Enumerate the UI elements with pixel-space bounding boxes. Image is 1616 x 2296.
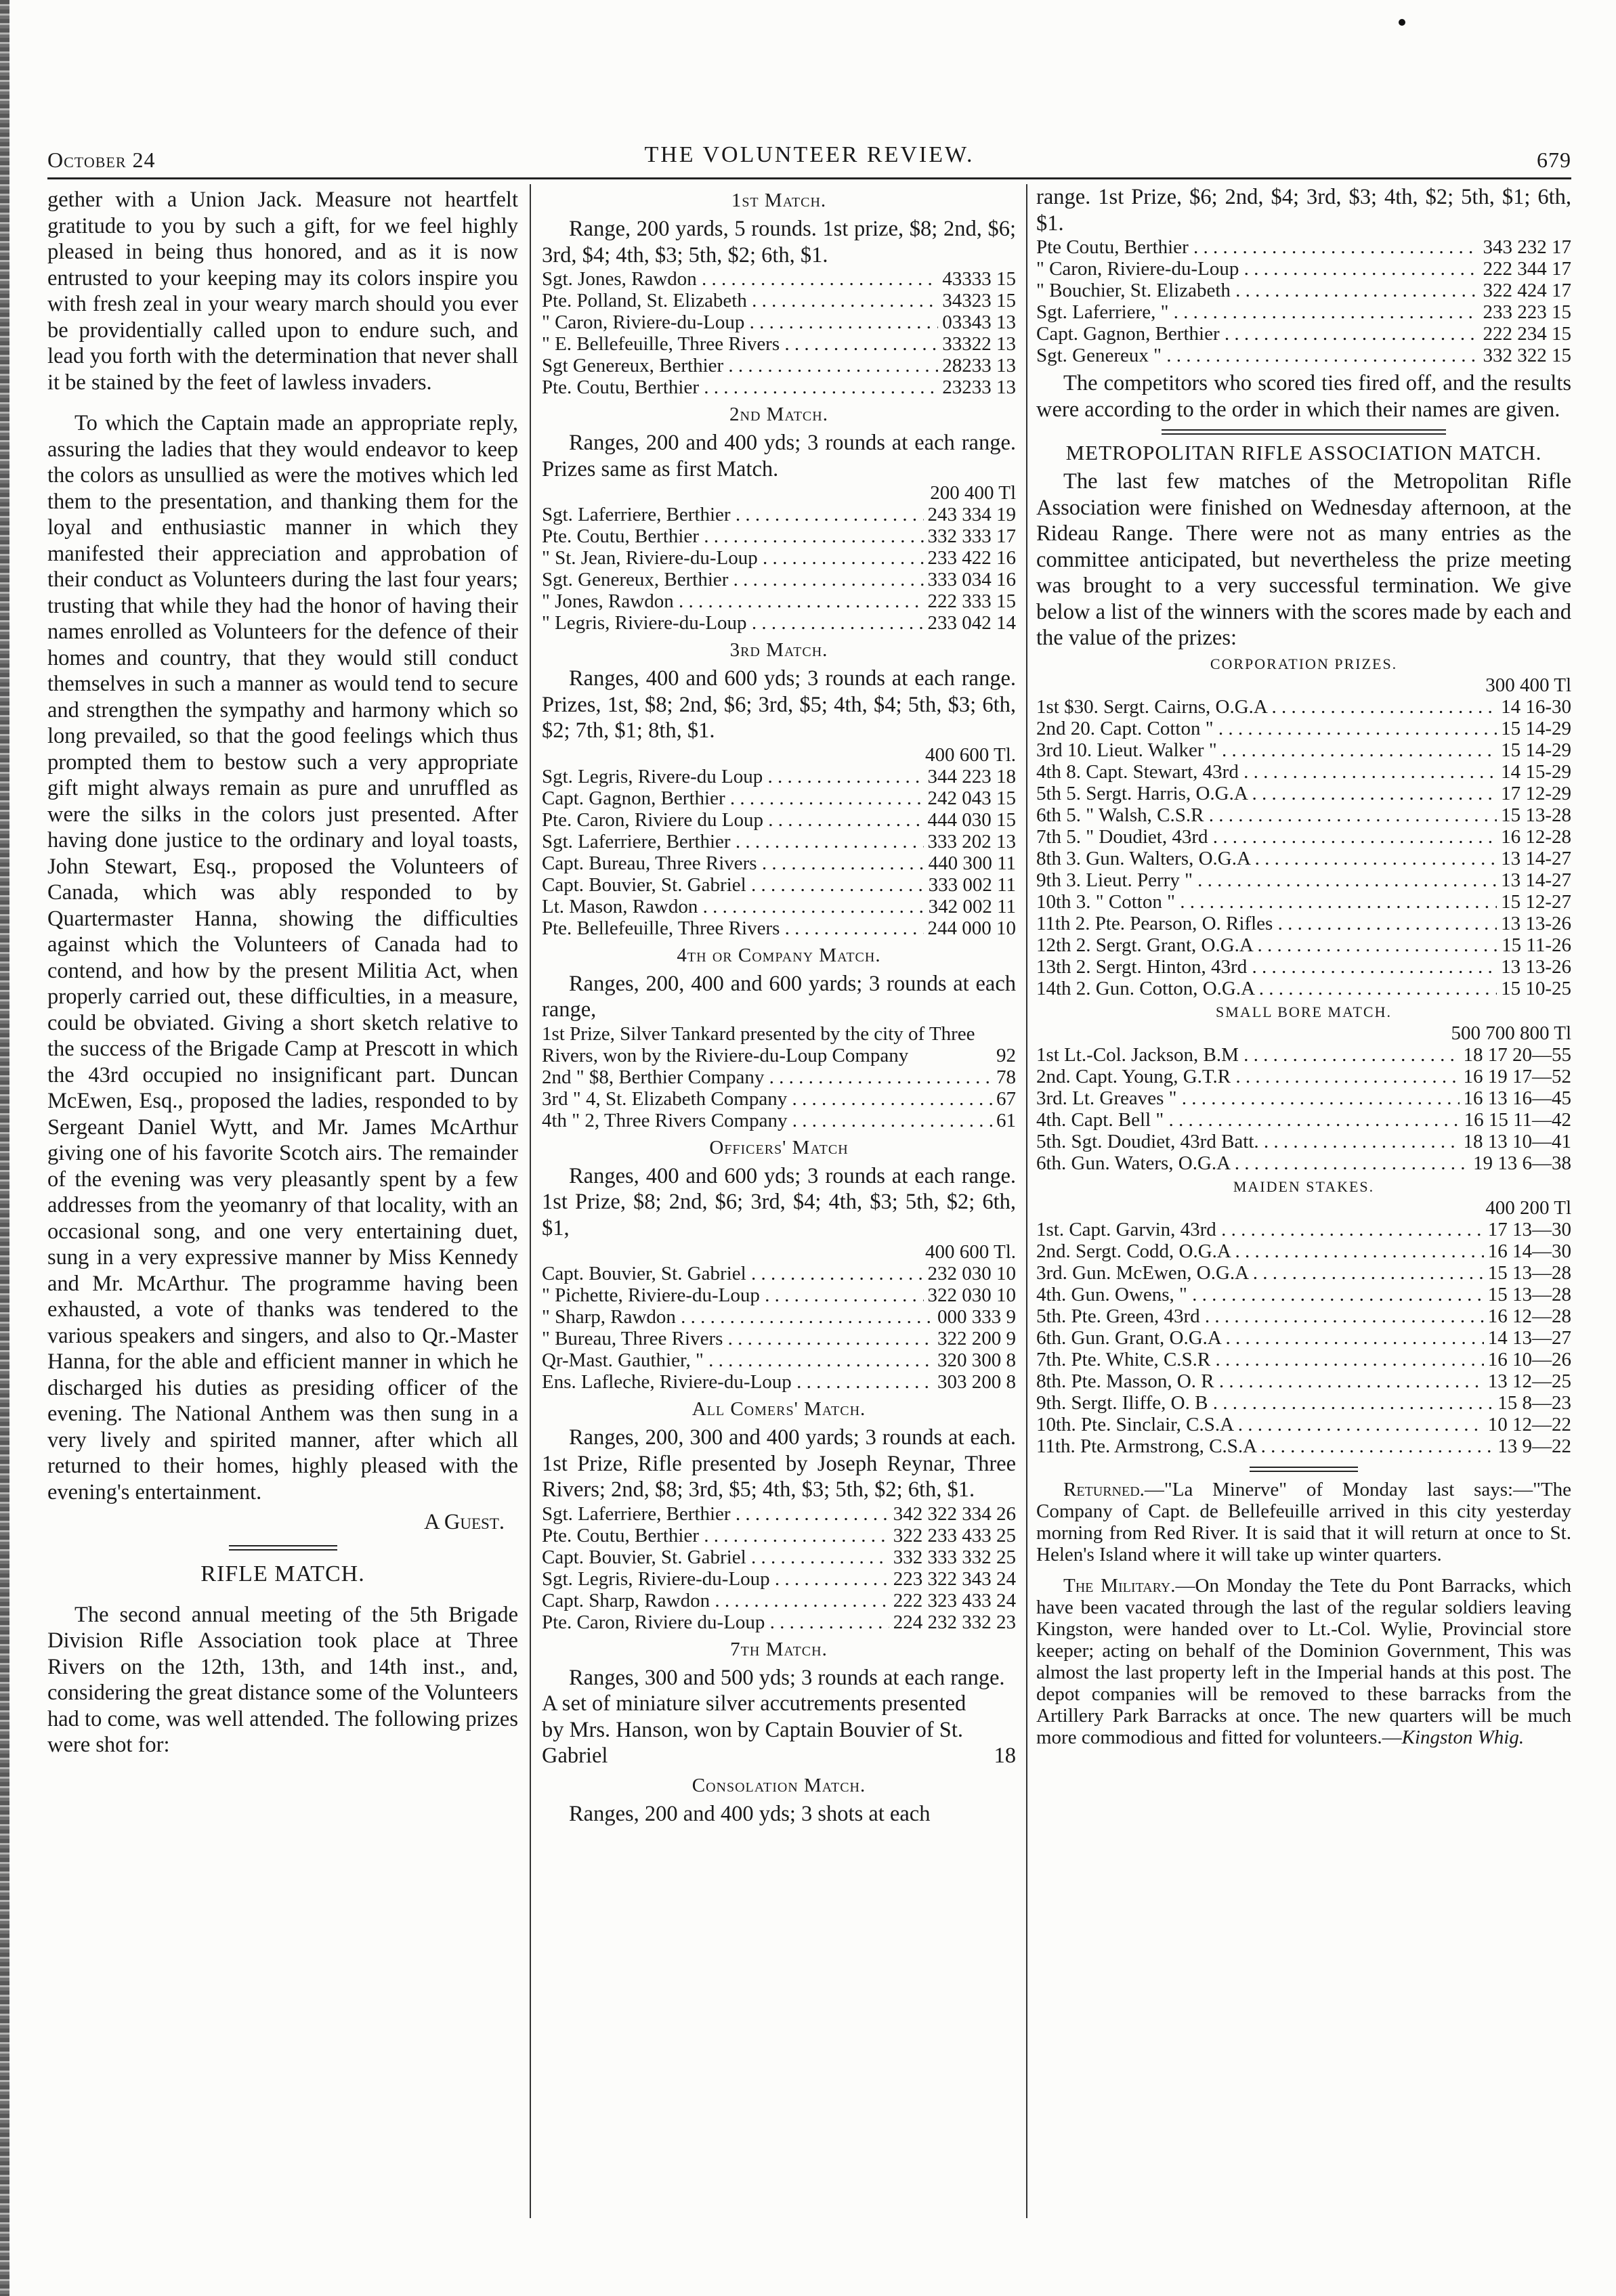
entrant-name: 3rd. Lt. Greaves " . . . xyxy=(1036,1087,1460,1109)
entrant-score: 322 200 9 xyxy=(937,1328,1016,1349)
prize-entry xyxy=(542,1023,1016,1066)
score-row xyxy=(542,569,1016,590)
score-row xyxy=(1036,1131,1571,1152)
score-row xyxy=(1036,1305,1571,1327)
match-description: Ranges, 300 and 500 yds; 3 rounds at each range. xyxy=(569,1665,1005,1690)
entrant-name: Sgt. Genereux " . . . xyxy=(1036,345,1479,366)
entrant-name: 3rd 10. Lieut. Walker " . . . xyxy=(1036,739,1497,761)
entrant-score: 03343 13 xyxy=(942,311,1016,333)
entrant-name: Pte. Caron, Riviere du-Loup . . . xyxy=(542,1611,889,1633)
entrant-score: 16 14—30 xyxy=(1487,1240,1571,1262)
score-row xyxy=(1036,783,1571,804)
news-lead: Returned. xyxy=(1063,1478,1145,1500)
entrant-name: Sgt. Genereux, Berthier . . . xyxy=(542,569,924,590)
entrant-score: 67 xyxy=(996,1087,1016,1110)
entrant-score: 233 223 15 xyxy=(1483,301,1571,323)
entrant-name: " Legris, Riviere-du-Loup . . . xyxy=(542,612,924,634)
score-row xyxy=(542,1611,1016,1633)
entrant-name: 9th 3. Lieut. Perry " . . . xyxy=(1036,869,1497,891)
ink-speck xyxy=(1399,19,1405,26)
score-table xyxy=(1036,1219,1571,1457)
match-description: Ranges, 200, 400 and 600 yards; 3 rounds at each range, xyxy=(542,971,1016,1022)
score-row xyxy=(542,1525,1016,1546)
entrant-name: Capt. Bouvier, St. Gabriel . . . xyxy=(542,1263,924,1284)
match-description: Ranges, 200, 300 and 400 yards; 3 rounds at each. 1st Prize, Rifle presented by Joseph Reynar, Three Rivers; 2nd, $8; 3rd, $5; 4th, $3; 5th, $2; 6th, $1. xyxy=(542,1425,1016,1502)
entrant-score: 34323 15 xyxy=(942,290,1016,311)
score-row xyxy=(542,1328,1016,1349)
entrant-score: 332 333 332 25 xyxy=(893,1546,1016,1568)
entrant-score: 333 034 16 xyxy=(927,569,1016,590)
score-row xyxy=(542,831,1016,852)
match-heading: 3rd Match. xyxy=(729,639,828,661)
entrant-score: 10 12—22 xyxy=(1487,1413,1571,1435)
scanned-page-edge xyxy=(0,0,9,2296)
score-row xyxy=(1036,323,1571,345)
score-row xyxy=(1036,913,1571,934)
entrant-score: 343 232 17 xyxy=(1483,236,1571,258)
score-table xyxy=(542,1503,1016,1633)
entrant-score: 15 8—23 xyxy=(1497,1391,1571,1414)
score-row xyxy=(1036,236,1571,258)
section-divider xyxy=(229,1545,337,1551)
entrant-score: 13 14-27 xyxy=(1501,847,1571,869)
column-rule xyxy=(530,184,531,2218)
entrant-score: 14 15-29 xyxy=(1501,760,1571,783)
score-row xyxy=(1036,739,1571,761)
score-columns-header: 500 700 800 Tl xyxy=(1451,1022,1571,1044)
entrant-name: Sgt. Laferriere, " . . . xyxy=(1036,301,1479,323)
match-heading: 1st Match. xyxy=(731,190,827,211)
entrant-score: 333 002 11 xyxy=(928,873,1016,896)
prize-entry xyxy=(542,1691,1016,1769)
score-row xyxy=(1036,1414,1571,1435)
entrant-score: 232 030 10 xyxy=(927,1263,1016,1284)
entrant-name: 5th. Pte. Green, 43rd . . . xyxy=(1036,1305,1484,1327)
entrant-name: 7th. Pte. White, C.S.R . . . xyxy=(1036,1349,1484,1370)
score-row xyxy=(542,612,1016,634)
entrant-name: " Sharp, Rawdon . . . xyxy=(542,1306,933,1328)
score-columns-header: 400 200 Tl xyxy=(1485,1196,1571,1219)
entrant-name: Sgt. Jones, Rawdon . . . xyxy=(542,268,938,290)
entrant-score: 243 334 19 xyxy=(927,504,1016,525)
match-description: Ranges, 200 and 400 yds; 3 rounds at each range. Prizes same as first Match. xyxy=(542,431,1016,481)
page-number: 679 xyxy=(1537,148,1571,172)
score-row xyxy=(1036,891,1571,913)
score-columns-header: 400 600 Tl. xyxy=(925,1241,1016,1263)
match-description: Ranges, 400 and 600 yds; 3 rounds at each range. 1st Prize, $8; 2nd, $6; 3rd, $4; 4th, $3; 5th, $2; 6th, $1, xyxy=(542,1163,1016,1240)
entrant-name: " Pichette, Riviere-du-Loup . . . xyxy=(542,1284,924,1306)
entrant-score: 322 424 17 xyxy=(1483,280,1571,301)
entrant-score: 303 200 8 xyxy=(937,1371,1016,1393)
column-2 xyxy=(542,184,1016,2218)
score-table xyxy=(1036,236,1571,366)
entrant-name: Capt. Sharp, Rawdon . . . xyxy=(542,1590,889,1611)
score-row xyxy=(542,311,1016,333)
entrant-score: 224 232 332 23 xyxy=(893,1611,1016,1633)
score-row xyxy=(1036,301,1571,323)
entrant-name: Sgt Genereux, Berthier . . . xyxy=(542,355,938,376)
entrant-name: Capt. Gagnon, Berthier . . . xyxy=(542,787,924,809)
subsection-heading: SMALL BORE MATCH. xyxy=(1216,1003,1392,1020)
news-body: —"La Minerve" of Monday last says:—"The Company of Capt. de Bellefeuille arrived in this city yesterday morning from Red River. It is said that it will return at once to St. Helen's Island where it will take up winter quarters. xyxy=(1036,1478,1571,1565)
entrant-name: 6th. Gun. Grant, O.G.A . . . xyxy=(1036,1327,1484,1349)
score-row xyxy=(1036,869,1571,891)
score-row xyxy=(542,1349,1016,1371)
score-row xyxy=(1036,804,1571,826)
match-description: Ranges, 400 and 600 yds; 3 rounds at each range. Prizes, 1st, $8; 2nd, $6; 3rd, $5; 4th, $4; 5th, $3; 6th, $2; 7th, $1; 8th, $1. xyxy=(542,666,1016,743)
score-row xyxy=(1036,1392,1571,1414)
entrant-name: 1st Lt.-Col. Jackson, B.M . . . xyxy=(1036,1044,1460,1066)
score-row xyxy=(542,1546,1016,1568)
score-columns-header: 300 400 Tl xyxy=(1485,674,1571,696)
entrant-name: " St. Jean, Riviere-du-Loup . . . xyxy=(542,547,924,569)
entrant-name: 5th 5. Sergt. Harris, O.G.A . . . xyxy=(1036,783,1497,804)
entrant-score: 18 13 10—41 xyxy=(1463,1130,1571,1152)
entrant-name: Pte Coutu, Berthier . . . xyxy=(1036,236,1479,258)
entrant-score: 15 12-27 xyxy=(1501,890,1571,913)
score-row xyxy=(1036,1327,1571,1349)
entrant-score: 342 322 334 26 xyxy=(893,1502,1016,1525)
entrant-score: 222 344 17 xyxy=(1483,258,1571,280)
entrant-name: Pte. Polland, St. Elizabeth . . . xyxy=(542,290,938,311)
entrant-name: 4th. Capt. Bell " . . . xyxy=(1036,1109,1460,1131)
entrant-score: 14 13—27 xyxy=(1487,1326,1571,1349)
entrant-score: 342 002 11 xyxy=(928,895,1016,917)
entrant-name: 4th. Gun. Owens, " . . . xyxy=(1036,1284,1484,1305)
entrant-name: 7th 5. " Doudiet, 43rd . . . xyxy=(1036,826,1497,848)
entrant-name: 1st. Capt. Garvin, 43rd . . . xyxy=(1036,1219,1484,1240)
news-lead: The Military. xyxy=(1063,1574,1176,1597)
entrant-name: Capt. Bureau, Three Rivers . . . xyxy=(542,852,924,874)
score-row xyxy=(542,766,1016,787)
entrant-score: 332 322 15 xyxy=(1483,345,1571,366)
entrant-score: 16 15 11—42 xyxy=(1464,1108,1571,1131)
score-row xyxy=(1036,1066,1571,1087)
entrant-score: 14 16-30 xyxy=(1501,695,1571,718)
entrant-score: 223 322 343 24 xyxy=(893,1567,1016,1590)
score-row xyxy=(542,852,1016,874)
score-table xyxy=(1036,696,1571,999)
match-heading: Consolation Match. xyxy=(692,1774,866,1796)
entrant-name: 6th 5. " Walsh, C.S.R . . . xyxy=(1036,804,1497,826)
entrant-name: 4th 8. Capt. Stewart, 43rd . . . xyxy=(1036,761,1497,783)
score-row xyxy=(1036,1370,1571,1392)
entrant-name: 1st $30. Sergt. Cairns, O.G.A . . . xyxy=(1036,696,1497,718)
entrant-score: 13 13-26 xyxy=(1501,955,1571,978)
section-divider xyxy=(1250,1467,1358,1472)
entrant-score: 78 xyxy=(996,1066,1016,1088)
score-row xyxy=(542,547,1016,569)
match-heading: All Comers' Match. xyxy=(692,1398,866,1420)
entrant-score: 19 13 6—38 xyxy=(1473,1152,1571,1174)
entrant-name: Qr-Mast. Gauthier, " . . . xyxy=(542,1349,933,1371)
news-item xyxy=(1036,1479,1571,1565)
score-row xyxy=(1036,826,1571,848)
score-row xyxy=(542,917,1016,939)
score-row xyxy=(1036,1435,1571,1457)
score-row xyxy=(542,1568,1016,1590)
entrant-name: Pte. Coutu, Berthier . . . xyxy=(542,376,938,398)
entrant-name: 2nd. Capt. Young, G.T.R . . . xyxy=(1036,1066,1460,1087)
entrant-score: 332 333 17 xyxy=(927,525,1016,547)
score-table xyxy=(542,766,1016,939)
entrant-score: 28233 13 xyxy=(942,355,1016,376)
score-row xyxy=(1036,1109,1571,1131)
entrant-name: 4th " 2, Three Rivers Company . . . xyxy=(542,1110,992,1131)
score-row xyxy=(1036,1349,1571,1370)
score-row xyxy=(1036,1219,1571,1240)
entrant-name: 13th 2. Sergt. Hinton, 43rd . . . xyxy=(1036,956,1497,978)
paragraph: gether with a Union Jack. Measure not heartfelt gratitude to you by such a gift, for we feel highly pleased in being thus honored, and as it is now entrusted to your keeping may its colors inspire you with fresh zeal in your weary march should you ever be providentially called upon to endure such, and lead you forth with the determination that never shall it be stained by the feet of lawless invaders. xyxy=(47,188,518,395)
score-row xyxy=(1036,1152,1571,1174)
entrant-name: 5th. Sgt. Doudiet, 43rd Batt. . . . xyxy=(1036,1131,1460,1152)
entrant-name: 2nd 20. Capt. Cotton " . . . xyxy=(1036,718,1497,739)
entrant-name: Sgt. Legris, Rivere-du Loup . . . xyxy=(542,766,924,787)
match-heading: 2nd Match. xyxy=(729,404,828,425)
score-row xyxy=(542,1110,1016,1131)
score-row xyxy=(542,504,1016,525)
entrant-score: 15 14-29 xyxy=(1501,717,1571,739)
entrant-name: Pte. Coutu, Berthier . . . xyxy=(542,525,924,547)
entrant-name: 8th. Pte. Masson, O. R . . . xyxy=(1036,1370,1484,1392)
score-row xyxy=(1036,1240,1571,1262)
score-row xyxy=(1036,761,1571,783)
entrant-name: 12th 2. Sergt. Grant, O.G.A . . . xyxy=(1036,934,1497,956)
score-row xyxy=(1036,280,1571,301)
header-rule xyxy=(47,177,1571,179)
match-heading: Officers' Match xyxy=(709,1136,849,1158)
entrant-name: " Bureau, Three Rivers . . . xyxy=(542,1328,933,1349)
score-row xyxy=(1036,956,1571,978)
entrant-name: 8th 3. Gun. Walters, O.G.A . . . xyxy=(1036,848,1497,869)
match-description: Range, 200 yards, 5 rounds. 1st prize, $8; 2nd, $6; 3rd, $4; 4th, $3; 5th, $2; 6th, $1. xyxy=(542,217,1016,267)
score-row xyxy=(542,1306,1016,1328)
score-table xyxy=(542,1066,1016,1131)
score-row xyxy=(542,1371,1016,1393)
score-columns-header: 400 600 Tl. xyxy=(925,743,1016,766)
entrant-score: 43333 15 xyxy=(942,268,1016,290)
entrant-name: 2nd " $8, Berthier Company . . . xyxy=(542,1066,992,1088)
score-row xyxy=(1036,258,1571,280)
paragraph: The second annual meeting of the 5th Brigade Division Rifle Association took place at Three Rivers on the 12th, 13th, and 14th inst., and, considering the great distance some of the Volunteers had to come, was well attended. The following prizes were shot for: xyxy=(47,1602,518,1757)
entrant-name: Capt. Bouvier, St. Gabriel . . . xyxy=(542,1546,889,1568)
entrant-name: " E. Bellefeuille, Three Rivers . . . xyxy=(542,333,938,355)
score-row xyxy=(1036,718,1571,739)
score-row xyxy=(542,1503,1016,1525)
entrant-score: 15 13—28 xyxy=(1487,1283,1571,1305)
score-row xyxy=(542,1263,1016,1284)
score-row xyxy=(1036,345,1571,366)
entrant-name: 6th. Gun. Waters, O.G.A . . . xyxy=(1036,1152,1469,1174)
entrant-name: Ens. Lafleche, Riviere-du-Loup . . . xyxy=(542,1371,933,1393)
entrant-score: 244 000 10 xyxy=(927,917,1016,939)
prize-text: 1st Prize, Silver Tankard presented by the city of Three Rivers, won by the Riviere-du-Loup Company xyxy=(542,1022,975,1066)
score: 92 xyxy=(996,1044,1016,1066)
score-row xyxy=(1036,696,1571,718)
entrant-name: 9th. Sergt. Iliffe, O. B . . . xyxy=(1036,1392,1493,1414)
entrant-name: 10th 3. " Cotton " . . . xyxy=(1036,891,1497,913)
entrant-score: 61 xyxy=(996,1109,1016,1131)
prize-text: A set of miniature silver accutrements presented by Mrs. Hanson, won by Captain Bouvier of St. Gabriel xyxy=(542,1691,966,1768)
score-row xyxy=(542,896,1016,917)
score-row xyxy=(1036,978,1571,999)
score-row xyxy=(1036,1284,1571,1305)
entrant-name: Sgt. Laferriere, Berthier . . . xyxy=(542,831,924,852)
entrant-score: 233 042 14 xyxy=(927,612,1016,634)
paragraph: range. 1st Prize, $6; 2nd, $4; 3rd, $3; 4th, $2; 5th, $1; 6th, $1. xyxy=(1036,185,1571,236)
column-1 xyxy=(47,184,518,2218)
news-item xyxy=(1036,1575,1571,1748)
entrant-name: 10th. Pte. Sinclair, C.S.A . . . xyxy=(1036,1414,1484,1435)
entrant-score: 15 13-28 xyxy=(1501,804,1571,826)
entrant-name: 3rd " 4, St. Elizabeth Company . . . xyxy=(542,1088,992,1110)
score-table xyxy=(542,1263,1016,1393)
news-body: —On Monday the Tete du Pont Barracks, which have been vacated through the last of the regular soldiers leaving Kingston, were handed over to Lt.-Col. Wylie, Provincial store keeper; acting on behalf of the Dominion Government, This was almost the last property left in the Imperial hands at this post. The depot companies will be removed to these barracks from the Artillery Park Barracks at once. The new quarters will be much more commodious and fitted for volunteers.— xyxy=(1036,1574,1571,1748)
score-row xyxy=(542,809,1016,831)
entrant-name: Pte. Caron, Riviere du Loup . . . xyxy=(542,809,924,831)
entrant-score: 322 030 10 xyxy=(927,1284,1016,1306)
subsection-heading: CORPORATION PRIZES. xyxy=(1210,655,1398,672)
entrant-score: 000 333 9 xyxy=(937,1306,1016,1328)
score-row xyxy=(1036,1262,1571,1284)
news-source: Kingston Whig. xyxy=(1401,1726,1525,1748)
entrant-name: Pte. Bellefeuille, Three Rivers . . . xyxy=(542,917,924,939)
entrant-name: 11th. Pte. Armstrong, C.S.A . . . xyxy=(1036,1435,1493,1457)
paragraph: The competitors who scored ties fired off, and the results were according to the order in which their names are given. xyxy=(1036,371,1571,422)
score-row xyxy=(1036,934,1571,956)
entrant-name: 14th 2. Gun. Cotton, O.G.A . . . xyxy=(1036,978,1497,999)
entrant-name: Sgt. Legris, Riviere-du-Loup . . . xyxy=(542,1568,889,1590)
header-date: October 24 xyxy=(47,148,156,172)
entrant-score: 23233 13 xyxy=(942,376,1016,398)
entrant-name: Pte. Coutu, Berthier . . . xyxy=(542,1525,889,1546)
section-heading: METROPOLITAN RIFLE ASSOCIATION MATCH. xyxy=(1065,441,1542,464)
match-heading: 7th Match. xyxy=(730,1638,828,1660)
entrant-score: 16 10—26 xyxy=(1487,1348,1571,1370)
entrant-name: " Jones, Rawdon . . . xyxy=(542,590,924,612)
score-row xyxy=(1036,1087,1571,1109)
entrant-score: 16 12—28 xyxy=(1487,1305,1571,1327)
entrant-score: 344 223 18 xyxy=(927,765,1016,787)
entrant-name: " Caron, Riviere-du-Loup . . . xyxy=(542,311,938,333)
entrant-name: Capt. Bouvier, St. Gabriel . . . xyxy=(542,874,924,896)
entrant-score: 16 12-28 xyxy=(1501,825,1571,848)
score-row xyxy=(542,1088,1016,1110)
score-row xyxy=(542,290,1016,311)
entrant-score: 16 19 17—52 xyxy=(1463,1065,1571,1087)
entrant-score: 242 043 15 xyxy=(927,787,1016,809)
entrant-score: 444 030 15 xyxy=(927,808,1016,831)
entrant-score: 13 9—22 xyxy=(1497,1435,1571,1457)
match-heading: 4th or Company Match. xyxy=(677,944,881,966)
score-row xyxy=(542,590,1016,612)
score-table xyxy=(542,268,1016,398)
score-row xyxy=(1036,1044,1571,1066)
score: 18 xyxy=(994,1743,1016,1768)
match-description: Ranges, 200 and 400 yds; 3 shots at each xyxy=(569,1801,931,1826)
entrant-score: 33322 13 xyxy=(942,333,1016,355)
entrant-name: 11th 2. Pte. Pearson, O. Rifles . . . xyxy=(1036,913,1497,934)
entrant-score: 15 11-26 xyxy=(1502,934,1571,956)
entrant-score: 222 234 15 xyxy=(1483,323,1571,345)
entrant-score: 17 12-29 xyxy=(1501,782,1571,804)
score-table xyxy=(542,504,1016,634)
entrant-score: 222 333 15 xyxy=(927,590,1016,612)
score-row xyxy=(542,1284,1016,1306)
score-row xyxy=(542,874,1016,896)
entrant-score: 233 422 16 xyxy=(927,547,1016,569)
score-row xyxy=(542,333,1016,355)
entrant-score: 15 13—28 xyxy=(1487,1261,1571,1284)
paragraph: The last few matches of the Metropolitan Rifle Association were finished on Wednesday afternoon, at the Rideau Range. There were not as many entries as the committee anticipated, but nevertheless the prize meeting was brought to a very successful termination. We give below a list of the winners with the scores made by each and the value of the prizes: xyxy=(1036,469,1571,650)
entrant-name: " Caron, Riviere-du-Loup . . . xyxy=(1036,258,1479,280)
score-row xyxy=(542,355,1016,376)
entrant-score: 13 13-26 xyxy=(1501,912,1571,934)
entrant-name: 2nd. Sergt. Codd, O.G.A . . . xyxy=(1036,1240,1484,1262)
entrant-score: 13 12—25 xyxy=(1487,1370,1571,1392)
entrant-score: 15 14-29 xyxy=(1501,739,1571,761)
entrant-score: 440 300 11 xyxy=(928,852,1016,874)
entrant-score: 322 233 433 25 xyxy=(893,1524,1016,1546)
score-row xyxy=(542,376,1016,398)
signature: A Guest. xyxy=(424,1510,505,1534)
score-row xyxy=(542,787,1016,809)
score-columns-header: 200 400 Tl xyxy=(930,482,1016,504)
entrant-score: 333 202 13 xyxy=(927,830,1016,852)
entrant-score: 18 17 20—55 xyxy=(1463,1043,1571,1066)
entrant-score: 17 13—30 xyxy=(1487,1218,1571,1240)
subsection-heading: MAIDEN STAKES. xyxy=(1233,1177,1375,1195)
score-row xyxy=(542,268,1016,290)
entrant-score: 15 10-25 xyxy=(1501,977,1571,999)
entrant-name: 3rd. Gun. McEwen, O.G.A . . . xyxy=(1036,1262,1484,1284)
column-3 xyxy=(1036,184,1571,2218)
page-header xyxy=(47,142,1571,183)
entrant-name: " Bouchier, St. Elizabeth . . . xyxy=(1036,280,1479,301)
score-row xyxy=(542,1066,1016,1088)
score-row xyxy=(542,525,1016,547)
entrant-score: 16 13 16—45 xyxy=(1463,1087,1571,1109)
entrant-score: 320 300 8 xyxy=(937,1349,1016,1371)
paragraph: To which the Captain made an appropriate reply, assuring the ladies that they would endeavor to keep the colors as unsullied as were the motives which led them to the presentation, and thanking them for the loyal and enthusiastic manner in which they manifested their appreciation and approbation of their conduct as Volunteers during the last four years; trusting that while they had the honor of having their names enrolled as Volunteers for the defence of their homes and country, that they would still conduct themselves in such a manner as would tend to secure and strengthen the sympathy and harmony which so long prevailed, so that the good feelings which thus prompted them to bestow such a very appropriate gift might always remain as pure and unruffled as were the silks in the colors just presented. After having done justice to the ordinary and loyal toasts, John Stewart, Esq., proposed the Volunteers of Canada, which was ably responded to by Quartermaster Hanna, showing the difficulties against which the Volunteers of Canada had to contend, and how by the present Militia Act, when properly carried out, these difficulties, in a measure, could be obviated. Giving a short sketch relative to the success of the Brigade Camp at Prescott in which the 43rd occupied no insignificant part. Duncan McEwen, Esq., proposed the ladies, responded to by Sergeant Daniel Wytt, and Mr. James McArthur giving one of his favorite Scotch airs. The remainder of the evening was very pleasantly spent by a few addresses from the yeomanry of that locality, with an occasional song, and one very entertaining duet, sung in a very expressive manner by Miss Kennedy and Mr. McArthur. The programme having been exhausted, a vote of thanks was tendered to the various speakers and singers, and also to Qr.-Master Hanna, for the able and efficient manner in which he discharged his duties as presiding officer of the evening. The National Anthem was then sung in a very lively and spirited manner, after which all returned to their homes, highly pleased with the evening's entertainment. xyxy=(47,411,518,1504)
score-row xyxy=(542,1590,1016,1611)
entrant-name: Sgt. Laferriere, Berthier . . . xyxy=(542,1503,889,1525)
section-divider xyxy=(1162,429,1446,435)
entrant-score: 13 14-27 xyxy=(1501,869,1571,891)
entrant-name: Lt. Mason, Rawdon . . . xyxy=(542,896,924,917)
column-rule xyxy=(1026,184,1027,2218)
score-row xyxy=(1036,848,1571,869)
entrant-name: Sgt. Laferriere, Berthier . . . xyxy=(542,504,924,525)
entrant-score: 222 323 433 24 xyxy=(893,1589,1016,1611)
header-title: THE VOLUNTEER REVIEW. xyxy=(644,142,975,167)
score-table xyxy=(1036,1044,1571,1174)
section-heading: RIFLE MATCH. xyxy=(200,1561,365,1586)
entrant-name: Capt. Gagnon, Berthier . . . xyxy=(1036,323,1479,345)
